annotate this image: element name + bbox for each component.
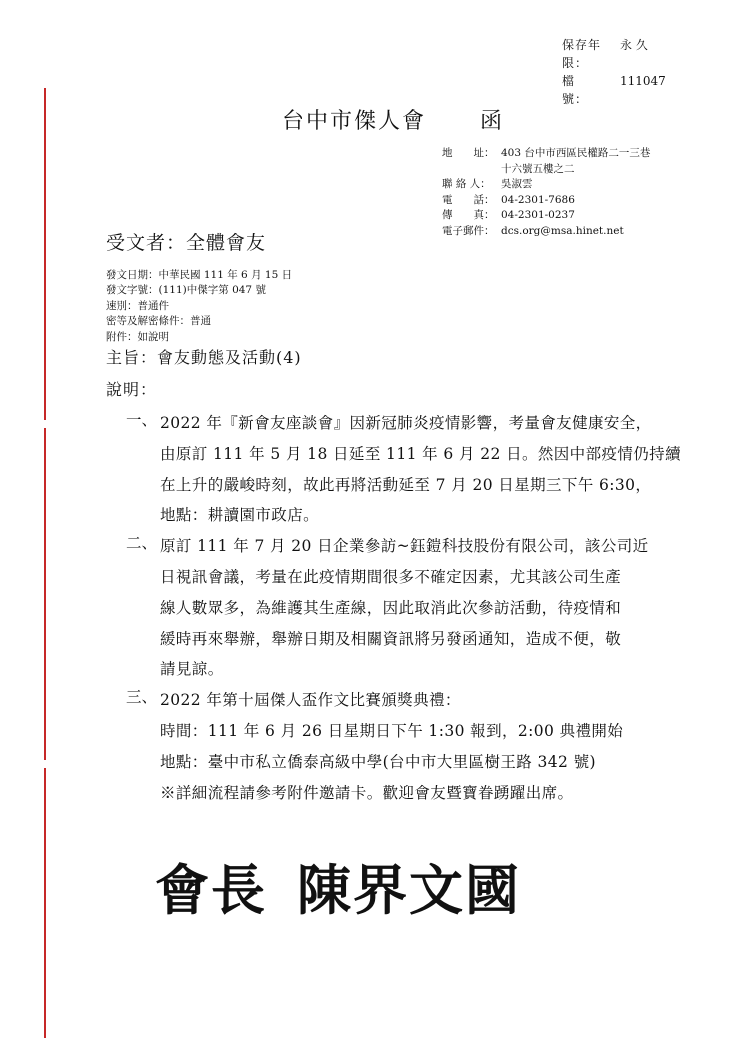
contact-email: dcs.org@msa.hinet.net	[501, 224, 624, 237]
contact-row	[442, 177, 650, 193]
organization-name: 台中市傑人會	[282, 109, 427, 134]
contact-row	[442, 146, 650, 162]
contact-row	[442, 208, 650, 224]
item-line: 地點：臺中市私立僑泰高級中學(台中市大里區樹王路 342 號)	[160, 752, 596, 771]
item-line: 日視訊會議，考量在此疫情期間很多不確定因素，尤其該公司生產	[160, 567, 622, 586]
explanation-item	[126, 685, 691, 808]
item-line: 2022 年『新會友座談會』因新冠肺炎疫情影響，考量會友健康安全，	[160, 414, 652, 432]
document-meta	[106, 268, 292, 345]
signature-title: 會長	[155, 858, 267, 922]
item-line: 緩時再來舉辦，舉辦日期及相關資訊將另發函通知，造成不便，敬	[160, 629, 622, 648]
file-number-row	[562, 72, 666, 108]
item-line: 由原訂 111 年 5 月 18 日延至 111 年 6 月 22 日。然因中部疫情仍持續	[160, 444, 681, 463]
contact-value: 04-2301-0237	[501, 209, 575, 221]
contact-row	[442, 193, 650, 209]
explanation-item	[126, 531, 691, 685]
issue-date: 發文日期：中華民國 111 年 6 月 15 日	[106, 269, 293, 281]
urgency: 速別：普通件	[106, 299, 169, 312]
signature-name: 陳界文國	[297, 858, 521, 922]
explanation-item	[126, 408, 691, 531]
retention-period-row	[562, 36, 666, 72]
item-line: 時間：111 年 6 月 26 日星期日下午 1:30 報到，2:00 典禮開始	[160, 721, 624, 740]
contact-label: 聯 絡 人：	[442, 178, 491, 190]
contact-row	[442, 224, 650, 240]
contact-label: 電子郵件：	[442, 224, 495, 237]
contact-label: 傳 真：	[442, 209, 495, 221]
file-number-label: 檔 號：	[562, 74, 602, 106]
contact-value: 403 台中市西區民權路二一三巷	[501, 147, 651, 159]
contact-row	[442, 162, 650, 178]
contact-label	[442, 162, 501, 178]
binding-margin-line	[44, 88, 46, 420]
item-line: ※詳細流程請參考附件邀請卡。歡迎會友暨寶眷踴躍出席。	[160, 783, 574, 802]
item-line: 地點：耕讀園市政店。	[160, 506, 320, 525]
recipient: 受文者：全體會友	[106, 232, 267, 254]
binding-margin-line	[44, 428, 46, 760]
retention-period-value: 永 久	[620, 38, 648, 52]
chairman-signature	[155, 848, 521, 925]
contact-value: 04-2301-7686	[501, 193, 575, 206]
retention-period-label: 保存年限：	[562, 38, 602, 70]
document-type: 函	[480, 109, 505, 134]
item-line: 線人數眾多，為維護其生產線，因此取消此次參訪活動，待疫情和	[160, 598, 622, 617]
contact-block	[442, 146, 650, 239]
letter-title	[282, 104, 504, 135]
file-number-value: 111047	[620, 74, 666, 88]
contact-value: 十六號五樓之二	[501, 162, 575, 175]
contact-label: 地 址：	[442, 147, 495, 159]
classification: 密等及解密條件：普通	[106, 315, 211, 328]
retention-block	[562, 36, 666, 108]
binding-margin-line	[44, 768, 46, 1038]
contact-label: 電 話：	[442, 193, 495, 206]
subject-line: 主旨：會友動態及活動(4)	[106, 348, 302, 367]
contact-value: 吳淑雲	[501, 178, 533, 190]
item-line: 在上升的嚴峻時刻，故此再將活動延至 7 月 20 日星期三下午 6:30，	[160, 475, 652, 494]
item-line: 請見諒。	[160, 660, 224, 679]
explanation-heading: 說明：	[106, 380, 158, 399]
document-number: 發文字號：(111)中傑字第 047 號	[106, 284, 266, 297]
item-number: 二、	[126, 534, 158, 553]
item-number: 一、	[126, 411, 158, 429]
item-number: 三、	[126, 688, 158, 707]
item-line: 2022 年第十屆傑人盃作文比賽頒獎典禮：	[160, 691, 461, 710]
item-line: 原訂 111 年 7 月 20 日企業參訪~鈺鎧科技股份有限公司，該公司近	[160, 537, 649, 556]
attachments: 附件：如說明	[106, 330, 169, 343]
explanation-items	[126, 408, 691, 808]
